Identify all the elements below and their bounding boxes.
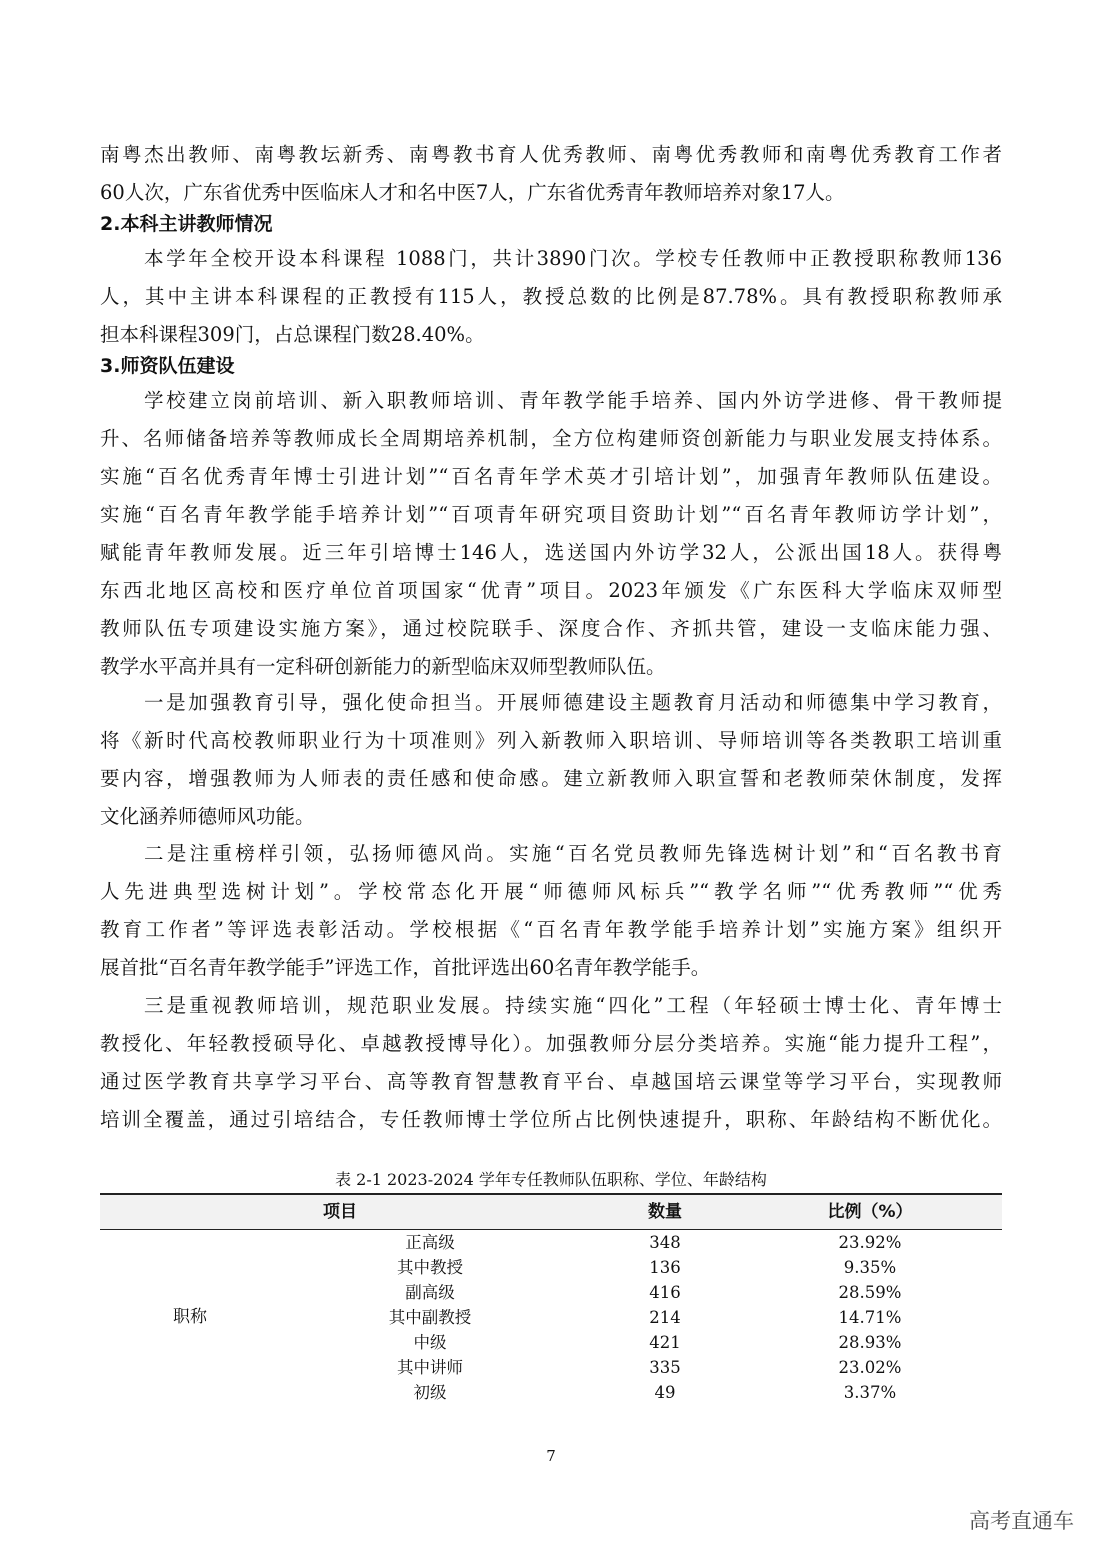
text-line: 人，其中主讲本科课程的正教授有115人，教授总数的比例是87.78%。具有教授职称教师承 xyxy=(100,285,1002,308)
row-label: 其中副教授 xyxy=(388,1308,472,1327)
section-heading-3: 3.师资队伍建设 xyxy=(100,355,235,377)
row-ratio: 14.71% xyxy=(838,1308,902,1327)
text-line: 三是重视教师培训，规范职业发展。持续实施“四化”工程（年轻硕士博士化、青年博士 xyxy=(144,994,1002,1017)
text-line: 赋能青年教师发展。近三年引培博士146人，选送国内外访学32人，公派出国18人。获得粤 xyxy=(100,541,1002,564)
row-label: 正高级 xyxy=(405,1233,455,1252)
page-number: 7 xyxy=(546,1447,556,1465)
row-label: 其中教授 xyxy=(397,1258,463,1277)
row-count: 416 xyxy=(649,1283,681,1302)
text-line: 学校建立岗前培训、新入职教师培训、青年教学能手培养、国内外访学进修、骨干教师提 xyxy=(144,389,1002,412)
row-ratio: 28.93% xyxy=(838,1333,902,1352)
row-label: 其中讲师 xyxy=(397,1358,463,1377)
header-item: 项目 xyxy=(323,1202,357,1222)
row-ratio: 3.37% xyxy=(843,1383,897,1402)
row-count: 49 xyxy=(654,1383,676,1402)
row-count: 136 xyxy=(649,1258,681,1277)
header-ratio: 比例（%） xyxy=(827,1202,913,1222)
text-line: 通过医学教育共享学习平台、高等教育智慧教育平台、卓越国培云课堂等学习平台，实现教师 xyxy=(100,1070,1002,1093)
group-label-title: 职称 xyxy=(173,1307,207,1327)
text-line: 实施“百名青年教学能手培养计划”“百项青年研究项目资助计划”“百名青年教师访学计划”， xyxy=(100,503,1002,526)
row-ratio: 23.92% xyxy=(838,1233,902,1252)
row-count: 335 xyxy=(649,1358,681,1377)
text-line: 文化涵养师德师风功能。 xyxy=(100,805,315,828)
row-ratio: 9.35% xyxy=(843,1258,897,1277)
faculty-structure-table xyxy=(100,1193,1002,1433)
text-line: 担本科课程309门，占总课程门数28.40%。 xyxy=(100,323,485,346)
text-line: 一是加强教育引导，强化使命担当。开展师德建设主题教育月活动和师德集中学习教育， xyxy=(144,691,1002,714)
text-line: 教授化、年轻教授硕导化、卓越教授博导化）。加强教师分层分类培养。实施“能力提升工程”， xyxy=(100,1032,1002,1055)
row-label: 中级 xyxy=(413,1333,447,1352)
text-line: 南粤杰出教师、南粤教坛新秀、南粤教书育人优秀教师、南粤优秀教师和南粤优秀教育工作者 xyxy=(100,143,1002,166)
text-line: 展首批“百名青年教学能手”评选工作，首批评选出60名青年教学能手。 xyxy=(100,956,711,979)
text-line: 人先进典型选树计划”。学校常态化开展“师德师风标兵”“教学名师”“优秀教师”“优秀 xyxy=(100,880,1002,903)
text-line: 本学年全校开设本科课程 1088门，共计3890门次。学校专任教师中正教授职称教师136 xyxy=(144,247,1002,270)
row-count: 348 xyxy=(649,1233,681,1252)
row-count: 214 xyxy=(649,1308,681,1327)
row-ratio: 23.02% xyxy=(838,1358,902,1377)
row-label: 初级 xyxy=(413,1383,447,1402)
table-header-row xyxy=(100,1193,1002,1230)
row-label: 副高级 xyxy=(405,1283,455,1302)
text-line: 东西北地区高校和医疗单位首项国家“优青”项目。2023年颁发《广东医科大学临床双师型 xyxy=(100,579,1002,602)
text-line: 教学水平高并具有一定科研创新能力的新型临床双师型教师队伍。 xyxy=(100,655,666,678)
header-count: 数量 xyxy=(648,1202,682,1222)
text-line: 将《新时代高校教师职业行为十项准则》列入新教师入职培训、导师培训等各类教职工培训重 xyxy=(100,729,1002,752)
row-ratio: 28.59% xyxy=(838,1283,902,1302)
text-line: 培训全覆盖，通过引培结合，专任教师博士学位所占比例快速提升，职称、年龄结构不断优化。 xyxy=(100,1108,1002,1131)
text-line: 要内容，增强教师为人师表的责任感和使命感。建立新教师入职宣誓和老教师荣休制度，发挥 xyxy=(100,767,1002,790)
row-count: 421 xyxy=(649,1333,681,1352)
text-line: 升、名师储备培养等教师成长全周期培养机制，全方位构建师资创新能力与职业发展支持体系。 xyxy=(100,427,1002,450)
watermark: 高考直通车 xyxy=(969,1509,1074,1533)
table-caption: 表 2-1 2023-2024 学年专任教师队伍职称、学位、年龄结构 xyxy=(335,1170,767,1189)
text-line: 教育工作者”等评选表彰活动。学校根据《“百名青年教学能手培养计划”实施方案》组织开 xyxy=(100,918,1002,941)
text-line: 教师队伍专项建设实施方案》，通过校院联手、深度合作、齐抓共管，建设一支临床能力强、 xyxy=(100,617,1002,640)
text-line: 二是注重榜样引领，弘扬师德风尚。实施“百名党员教师先锋选树计划”和“百名教书育 xyxy=(144,842,1002,865)
text-line: 60人次，广东省优秀中医临床人才和名中医7人，广东省优秀青年教师培养对象17人。 xyxy=(100,181,845,204)
text-line: 实施“百名优秀青年博士引进计划”“百名青年学术英才引培计划”，加强青年教师队伍建设。 xyxy=(100,465,1002,488)
section-heading-2: 2.本科主讲教师情况 xyxy=(100,213,273,235)
